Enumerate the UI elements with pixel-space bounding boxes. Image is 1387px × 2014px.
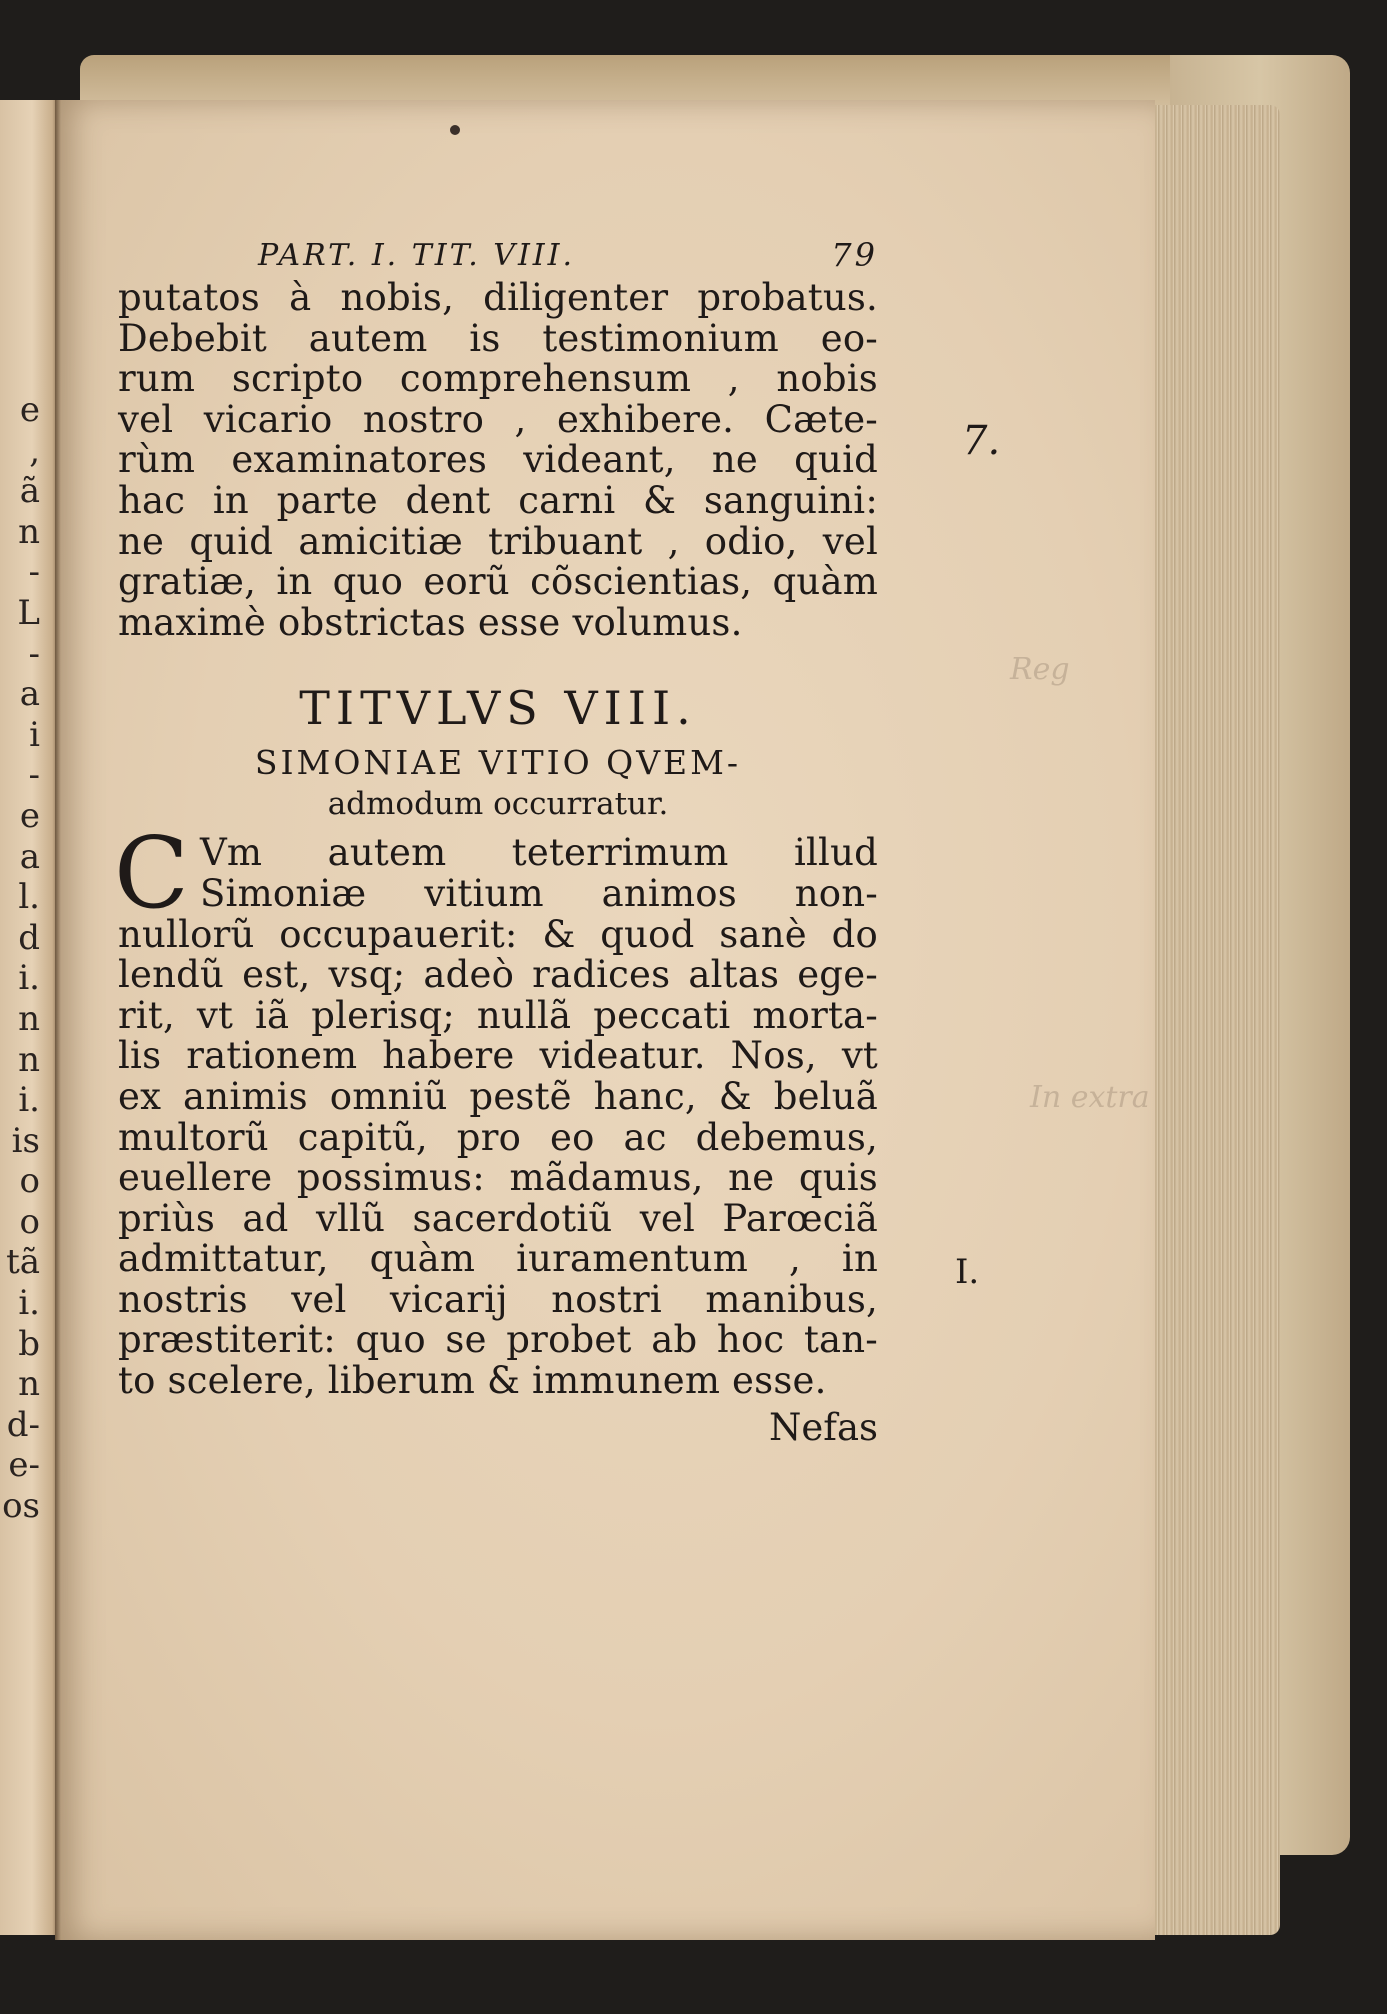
text-line: ex animis omniũ pestẽ hanc, & beluã [118, 1074, 878, 1118]
text-line: Debebit autem is testimonium eo- [118, 316, 878, 360]
left-page-fragment: o [19, 1201, 40, 1242]
text-line: priùs ad vllũ sacerdotiũ vel Parœciã [118, 1196, 878, 1240]
left-page-fragment: ã [19, 471, 40, 512]
text-line: nullorũ occupauerit: & quod sanè do [118, 912, 878, 956]
chapter-heading: TITVLVS VIII. [299, 681, 697, 736]
left-page-fragment: e [19, 795, 40, 836]
left-page-fragment: n [18, 1039, 40, 1080]
show-through-text: In extra [1030, 1080, 1150, 1115]
left-page-fragment: a [19, 674, 40, 715]
left-page-fragment: L [17, 592, 40, 633]
left-page-fragment: i. [18, 1080, 40, 1121]
left-page-fragment: i [29, 714, 40, 755]
left-page-fragment: i. [18, 958, 40, 999]
text-line: putatos à nobis, diligenter probatus. [118, 276, 878, 319]
text-line: euellere possimus: mãdamus, ne quis [118, 1156, 878, 1200]
margin-note-1: I. [955, 1252, 980, 1292]
left-page-fragment: d [18, 917, 40, 958]
left-page-fragment: tã [6, 1242, 40, 1283]
main-text-block [114, 232, 878, 1450]
left-page [0, 100, 58, 1935]
text-line: to scelere, liberum & immunem esse. [118, 1359, 827, 1403]
text-line: lendũ est, vsq; adeò radices altas ege- [118, 953, 878, 997]
left-page-fragment: - [28, 552, 40, 593]
chapter-subheading: SIMONIAE VITIO QVEM- [254, 743, 742, 783]
text-line: Vm autem teterrimum illud [200, 831, 878, 875]
text-line: lis rationem habere videatur. Nos, vt [118, 1034, 878, 1078]
text-line: vel vicario nostro , exhibere. Cæte- [118, 397, 878, 441]
left-page-fragment: i. [18, 1283, 40, 1324]
text-line: rit, vt iã plerisq; nullã peccati morta- [118, 993, 878, 1037]
running-head [118, 232, 878, 278]
left-page-text-fragments [0, 390, 40, 1527]
gutter-shadow [55, 100, 61, 1940]
left-page-fragment: os [2, 1486, 40, 1527]
left-page-fragment: is [11, 1120, 40, 1161]
left-page-fragment: a [19, 836, 40, 877]
left-page-fragment: e [19, 390, 40, 430]
left-page-fragment: n [18, 1364, 40, 1405]
left-page-fragment: , [29, 430, 40, 471]
text-line: rùm examinatores videant, ne quid [118, 438, 878, 482]
text-line: gratiæ, in quo eorũ cõscientias, quàm [118, 560, 878, 604]
text-line: Simoniæ vitium animos non- [200, 871, 878, 915]
left-page-fragment: d- [6, 1404, 40, 1445]
text-line: præstiterit: quo se probet ab hoc tan- [118, 1318, 878, 1362]
page-number: 79 [831, 236, 878, 274]
catchword: Nefas [768, 1405, 878, 1449]
text-line: ne quid amicitiæ tribuant , odio, vel [118, 519, 878, 563]
text-line: nostris vel vicarij nostri manibus, [118, 1277, 878, 1321]
left-page-fragment: n [18, 511, 40, 552]
left-page-fragment: - [28, 633, 40, 674]
ink-spot [450, 125, 460, 135]
text-line: multorũ capitũ, pro eo ac debemus, [118, 1115, 878, 1159]
chapter-subheading-continued: admodum occurratur. [327, 786, 669, 823]
left-page-fragment: b [18, 1323, 40, 1364]
left-page-fragment: - [28, 755, 40, 796]
text-line: admittatur, quàm iuramentum , in [118, 1237, 878, 1281]
paragraph-before-heading [118, 278, 878, 643]
page-fore-edge [1150, 105, 1280, 1935]
left-page-fragment: n [18, 998, 40, 1039]
text-line: rum scripto comprehensum , nobis [118, 357, 878, 401]
left-page-fragment: l. [18, 877, 40, 918]
left-page-fragment: e- [8, 1445, 40, 1486]
drop-cap-initial: C [114, 817, 189, 932]
margin-note-7: 7. [962, 418, 1001, 464]
show-through-text: Reg [1010, 652, 1070, 687]
running-head-title: PART. I. TIT. VIII. [258, 238, 576, 273]
paragraph-after-heading [114, 817, 878, 1403]
left-page-fragment: o [19, 1161, 40, 1202]
text-line: maximè obstrictas esse volumus. [118, 600, 743, 644]
text-line: hac in parte dent carni & sanguini: [118, 478, 878, 522]
